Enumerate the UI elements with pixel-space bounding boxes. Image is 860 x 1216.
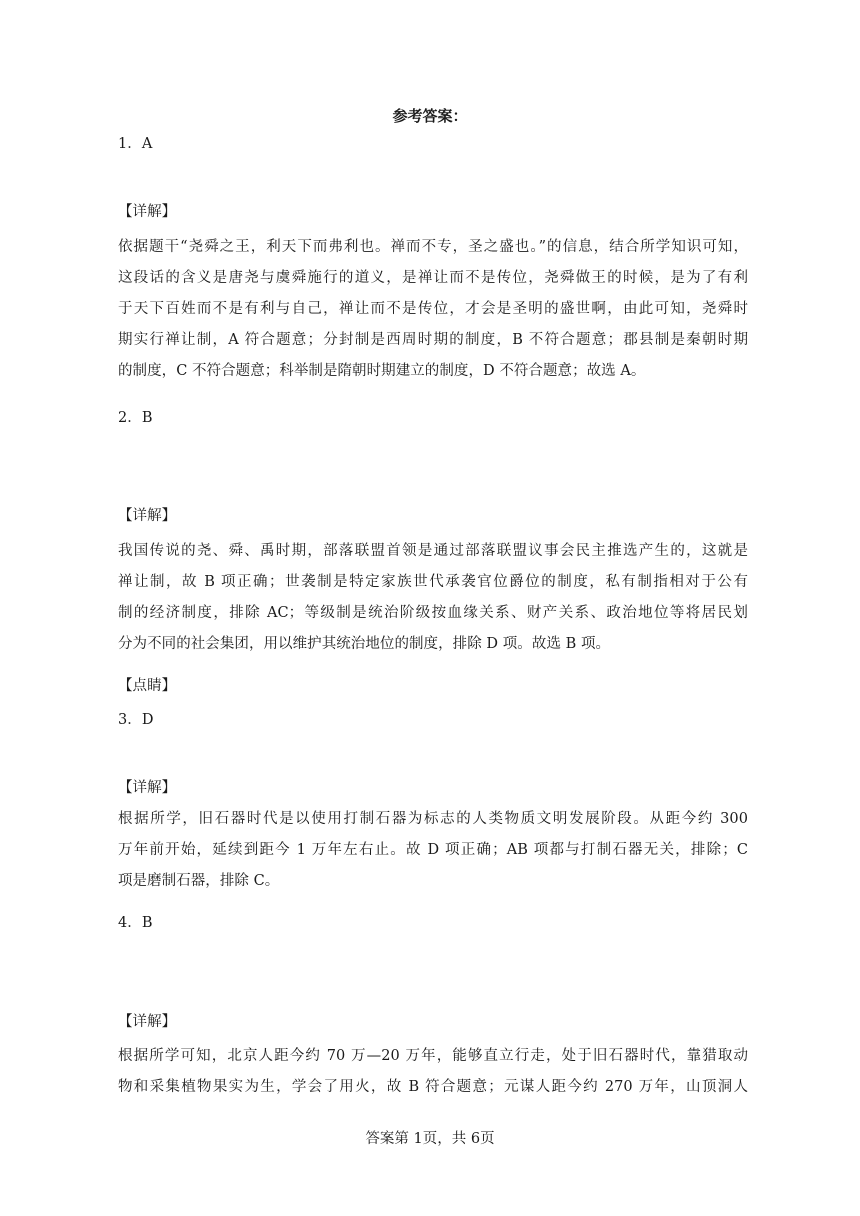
answer-2-detail-label: 【详解】 (118, 508, 177, 524)
page-title: 参考答案： (392, 107, 468, 125)
answer-4-line-2: 物和采集植物果实为生，学会了用火，故 B 符合题意；元谋人距今约 270 万年，山顶洞人 (118, 1079, 748, 1095)
answer-1-line-2: 这段话的含义是唐尧与虞舜施行的道义，是禅让而不是传位，尧舜做王的时候，是为了有利 (118, 270, 748, 286)
answer-2-number: 2．B (118, 410, 153, 426)
answer-3-line-2: 万年前开始，延续到距今 1 万年左右止。故 D 项正确；AB 项都与打制石器无关，排除；C (118, 842, 748, 858)
answer-1-line-3: 于天下百姓而不是有利与自己，禅让而不是传位，才会是圣明的盛世啊，由此可知，尧舜时 (118, 301, 748, 317)
answer-3-number: 3．D (118, 712, 154, 728)
answer-2-line-4: 分为不同的社会集团，用以维护其统治地位的制度，排除 D 项。故选 B 项。 (118, 636, 611, 652)
answer-2-note-label: 【点睛】 (118, 678, 177, 694)
answer-2-line-3: 制的经济制度，排除 AC；等级制是统治阶级按血缘关系、财产关系、政治地位等将居民划 (118, 605, 748, 621)
answer-4-line-1: 根据所学可知，北京人距今约 70 万—20 万年，能够直立行走，处于旧石器时代，靠猎取动 (118, 1048, 748, 1064)
answer-3-line-1: 根据所学，旧石器时代是以使用打制石器为标志的人类物质文明发展阶段。从距今约 300 (118, 811, 748, 827)
answer-4-detail-label: 【详解】 (118, 1014, 177, 1030)
answer-1-detail-label: 【详解】 (118, 204, 177, 220)
answer-4-number: 4．B (118, 915, 153, 931)
answer-3-line-3: 项是磨制石器，排除 C。 (118, 873, 280, 889)
answer-3-detail-label: 【详解】 (118, 780, 177, 796)
answer-1-line-4: 期实行禅让制，A 符合题意；分封制是西周时期的制度，B 不符合题意；郡县制是秦朝时期 (118, 332, 748, 348)
answer-1-line-5: 的制度，C 不符合题意；科举制是隋朝时期建立的制度，D 不符合题意；故选 A。 (118, 363, 646, 379)
answer-1-number: 1．A (118, 136, 153, 152)
page-footer: 答案第 1页，共 6页 (365, 1131, 495, 1147)
answer-2-line-1: 我国传说的尧、舜、禹时期，部落联盟首领是通过部落联盟议事会民主推选产生的，这就是 (118, 543, 748, 559)
answer-1-line-1: 依据题干“尧舜之王，利天下而弗利也。禅而不专，圣之盛也。”的信息，结合所学知识可知， (118, 239, 748, 255)
answer-2-line-2: 禅让制，故 B 项正确；世袭制是特定家族世代承袭官位爵位的制度，私有制指相对于公有 (118, 574, 748, 590)
